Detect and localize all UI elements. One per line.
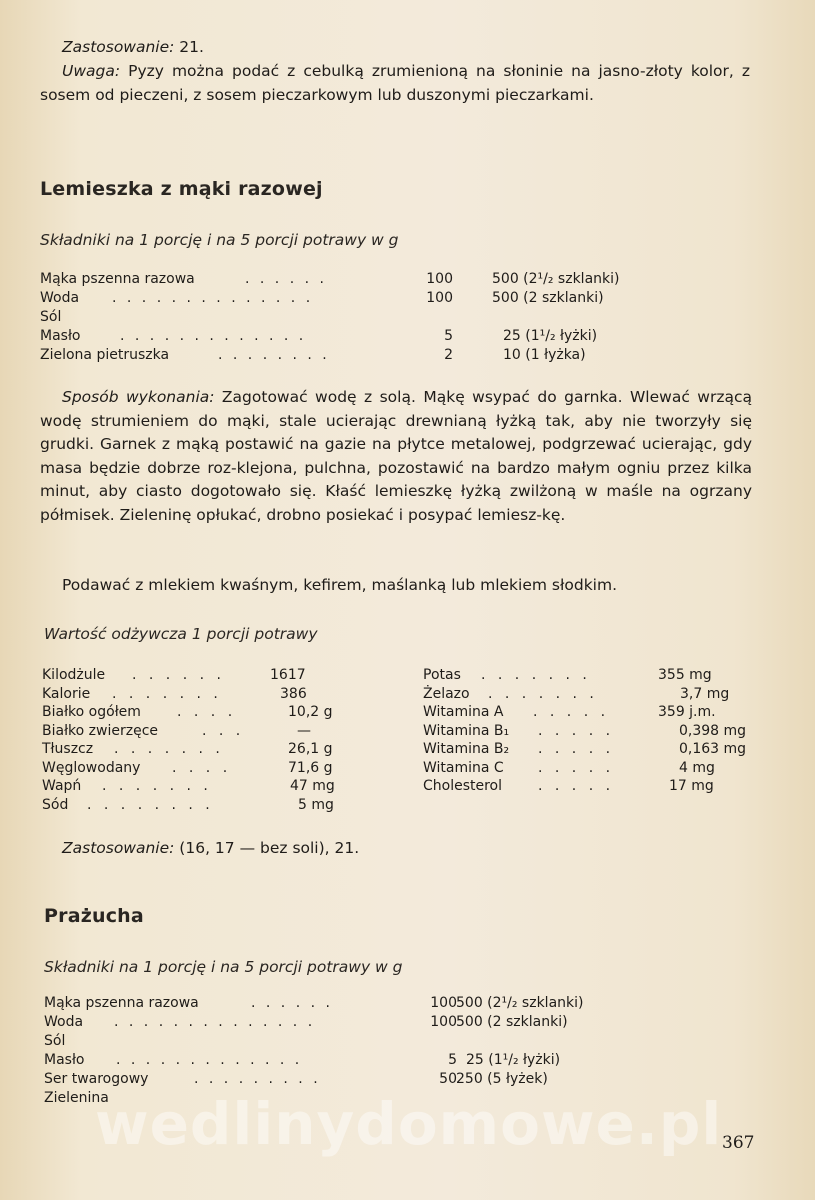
nutrient-name: Sód (42, 796, 69, 813)
nutrient-name: Witamina B₂ (423, 741, 510, 757)
nutrition-row (423, 777, 763, 796)
recipe1-zastosowanie (62, 836, 359, 860)
ingredient-row (44, 994, 624, 1013)
ingredient-row (40, 327, 620, 346)
nutrition-row (42, 722, 372, 741)
ingredient-qty-1: 2 (444, 347, 453, 363)
ingredient-row (40, 346, 620, 365)
nutrient-dots: . . . (202, 722, 245, 739)
watermark: wedlinydomowe.pl (95, 1090, 723, 1158)
ingredient-dots: . . . . . . (251, 995, 333, 1011)
recipe1-nutrition-header: Wartość odżywcza 1 porcji potrawy (44, 625, 318, 643)
ingredient-qty-5: 25 (1¹/₂ łyżki) (503, 328, 598, 344)
recipe1-ingredients-header: Składniki na 1 porcję i na 5 porcji potrawy w g (40, 231, 399, 249)
ingredient-row (40, 289, 620, 308)
uwaga-text: Pyzy można podać z cebulką zrumienioną na słoninie na jasno-złoty kolor, z sosem od pieczeni, z sosem pieczarkowym lub duszonymi pieczarkami. (40, 62, 750, 104)
ingredient-name: Mąka pszenna razowa (44, 995, 199, 1011)
ingredient-name: Sól (40, 309, 62, 325)
ingredient-qty-1: 100 (430, 1014, 457, 1030)
nutrient-name: Witamina B₁ (423, 722, 510, 739)
zastosowanie-value: 21. (174, 38, 204, 56)
nutrition-left (42, 666, 372, 814)
nutrition-right (423, 666, 763, 796)
nutrient-value: — (297, 722, 311, 739)
ingredient-qty-1: 100 (426, 290, 453, 306)
nutrient-name: Wapń (42, 778, 82, 794)
nutrient-dots: . . . . . . (132, 667, 225, 683)
ingredient-name: Woda (44, 1014, 84, 1030)
ingredient-qty-5: 500 (2 szklanki) (492, 290, 604, 306)
zastosowanie-value: (16, 17 — bez soli), 21. (174, 839, 360, 857)
nutrient-name: Białko zwierzęce (42, 722, 159, 739)
nutrition-row (423, 666, 763, 685)
ingredient-dots: . . . . . . . . . (194, 1071, 321, 1087)
nutrient-value: 10,2 g (288, 704, 333, 720)
nutrition-row (42, 740, 372, 759)
nutrient-dots: . . . . . (538, 741, 615, 757)
ingredient-row (44, 1032, 624, 1051)
nutrition-row (423, 759, 763, 778)
ingredient-qty-5: 500 (2 szklanki) (456, 1014, 568, 1030)
recipe1-ingredients (40, 270, 620, 365)
ingredient-dots: . . . . . . . . . . . . . (116, 1052, 303, 1068)
zastosowanie-label: Zastosowanie: (62, 839, 175, 857)
nutrient-name: Węglowodany (42, 759, 141, 776)
ingredient-dots: . . . . . . . . . . . . . . (112, 290, 314, 306)
ingredient-name: Woda (40, 290, 80, 306)
nutrient-dots: . . . . (177, 704, 237, 720)
ingredient-row (40, 270, 620, 289)
nutrition-row (42, 703, 372, 722)
ingredient-row (44, 1013, 624, 1032)
nutrient-value: 386 (280, 685, 307, 702)
nutrient-value: 1617 (270, 667, 306, 683)
zastosowanie-label: Zastosowanie: (62, 38, 175, 56)
nutrient-dots: . . . . . . . (102, 778, 212, 794)
ingredient-dots: . . . . . . . . (218, 347, 330, 363)
nutrition-row (423, 685, 763, 704)
uwaga-paragraph (40, 60, 750, 107)
nutrition-row (42, 666, 372, 685)
nutrient-value: 355 mg (658, 667, 712, 683)
nutrient-name: Witamina A (423, 704, 504, 720)
nutrient-name: Żelazo (423, 685, 470, 702)
ingredient-name: Sól (44, 1033, 66, 1049)
uwaga-label: Uwaga: (62, 62, 121, 80)
recipe1-title: Lemieszka z mąki razowej (40, 178, 323, 200)
ingredient-row (44, 1070, 624, 1089)
nutrient-name: Tłuszcz (42, 741, 94, 757)
nutrient-name: Cholesterol (423, 778, 503, 794)
nutrient-dots: . . . . . . . (481, 667, 591, 683)
nutrient-value: 5 mg (298, 796, 334, 813)
nutrient-dots: . . . . . . . . (87, 796, 214, 813)
ingredient-qty-1: 100 (430, 995, 457, 1011)
nutrient-dots: . . . . . . . (114, 741, 224, 757)
ingredient-name: Mąka pszenna razowa (40, 271, 195, 287)
nutrient-value: 4 mg (679, 759, 715, 776)
nutrient-name: Witamina C (423, 759, 504, 776)
ingredient-row (44, 1051, 624, 1070)
nutrient-dots: . . . . . . . (112, 685, 222, 702)
ingredient-name: Ser twarogowy (44, 1071, 149, 1087)
nutrient-value: 0,163 mg (679, 741, 747, 757)
nutrient-dots: . . . . . (538, 778, 615, 794)
ingredient-name: Zielenina (44, 1090, 109, 1106)
ingredient-name: Zielona pietruszka (40, 347, 170, 363)
ingredient-qty-5: 10 (1 łyżka) (503, 347, 586, 363)
nutrient-value: 26,1 g (288, 741, 333, 757)
ingredient-qty-1: 5 (444, 328, 453, 344)
nutrient-dots: . . . . (172, 759, 232, 776)
nutrient-dots: . . . . . (538, 722, 615, 739)
method-label: Sposób wykonania: (62, 388, 215, 406)
ingredient-dots: . . . . . . . . . . . . . . (114, 1014, 316, 1030)
nutrient-name: Kilodżule (42, 667, 106, 683)
method-text: Zagotować wodę z solą. Mąkę wsypać do garnka. Wlewać wrzącą wodę strumieniem do mąki, stale ucierając drewnianą łyżką tak, aby nie tworzyły się grudki. Garnek z mąką postawić na gazie na płytce metalowej, podgrzewać ucierając, gdy masa będzie dobrze roz-klejona, pulchna, pozostawić na bardzo małym ogniu przez kilka minut, aby ciasto dogotowało się. Kłaść lemieszkę łyżką zwilżoną w maśle na ogrzany półmisek. Zieleninę opłukać, drobno posiekać i posypać lemiesz-kę. (40, 388, 752, 524)
nutrient-name: Kalorie (42, 685, 91, 702)
nutrient-value: 17 mg (669, 778, 714, 794)
recipe1-serve (40, 574, 752, 598)
nutrition-row (423, 703, 763, 722)
ingredient-qty-5: 250 (5 łyżek) (456, 1071, 548, 1087)
top-zastosowanie (62, 35, 204, 59)
nutrition-row (42, 777, 372, 796)
nutrient-value: 3,7 mg (680, 685, 730, 702)
nutrient-value: 359 j.m. (658, 704, 716, 720)
ingredient-qty-5: 500 (2¹/₂ szklanki) (492, 271, 620, 287)
ingredient-qty-5: 500 (2¹/₂ szklanki) (456, 995, 584, 1011)
nutrient-name: Białko ogółem (42, 704, 141, 720)
ingredient-name: Masło (44, 1052, 85, 1068)
ingredient-qty-5: 25 (1¹/₂ łyżki) (466, 1052, 561, 1068)
nutrient-name: Potas (423, 667, 461, 683)
nutrient-value: 47 mg (290, 778, 335, 794)
nutrition-row (423, 722, 763, 741)
ingredient-qty-1: 100 (426, 271, 453, 287)
serve-text: Podawać z mlekiem kwaśnym, kefirem, maślanką lub mlekiem słodkim. (62, 576, 618, 594)
ingredient-name: Masło (40, 328, 81, 344)
nutrition-row (42, 796, 372, 815)
ingredient-dots: . . . . . . . . . . . . . (120, 328, 307, 344)
nutrition-row (423, 740, 763, 759)
nutrient-value: 0,398 mg (679, 722, 747, 739)
recipe2-title: Prażucha (44, 905, 144, 927)
nutrient-dots: . . . . . . . (488, 685, 598, 702)
nutrient-dots: . . . . . (533, 704, 610, 720)
nutrition-row (42, 685, 372, 704)
page-number: 367 (722, 1133, 755, 1153)
ingredient-row (40, 308, 620, 327)
nutrient-dots: . . . . . (538, 759, 615, 776)
recipe1-method (40, 386, 752, 527)
nutrient-value: 71,6 g (288, 759, 333, 776)
recipe2-ingredients-header: Składniki na 1 porcję i na 5 porcji potrawy w g (44, 958, 403, 976)
ingredient-qty-1: 50 (439, 1071, 457, 1087)
ingredient-dots: . . . . . . (245, 271, 327, 287)
ingredient-qty-1: 5 (448, 1052, 457, 1068)
nutrition-row (42, 759, 372, 778)
